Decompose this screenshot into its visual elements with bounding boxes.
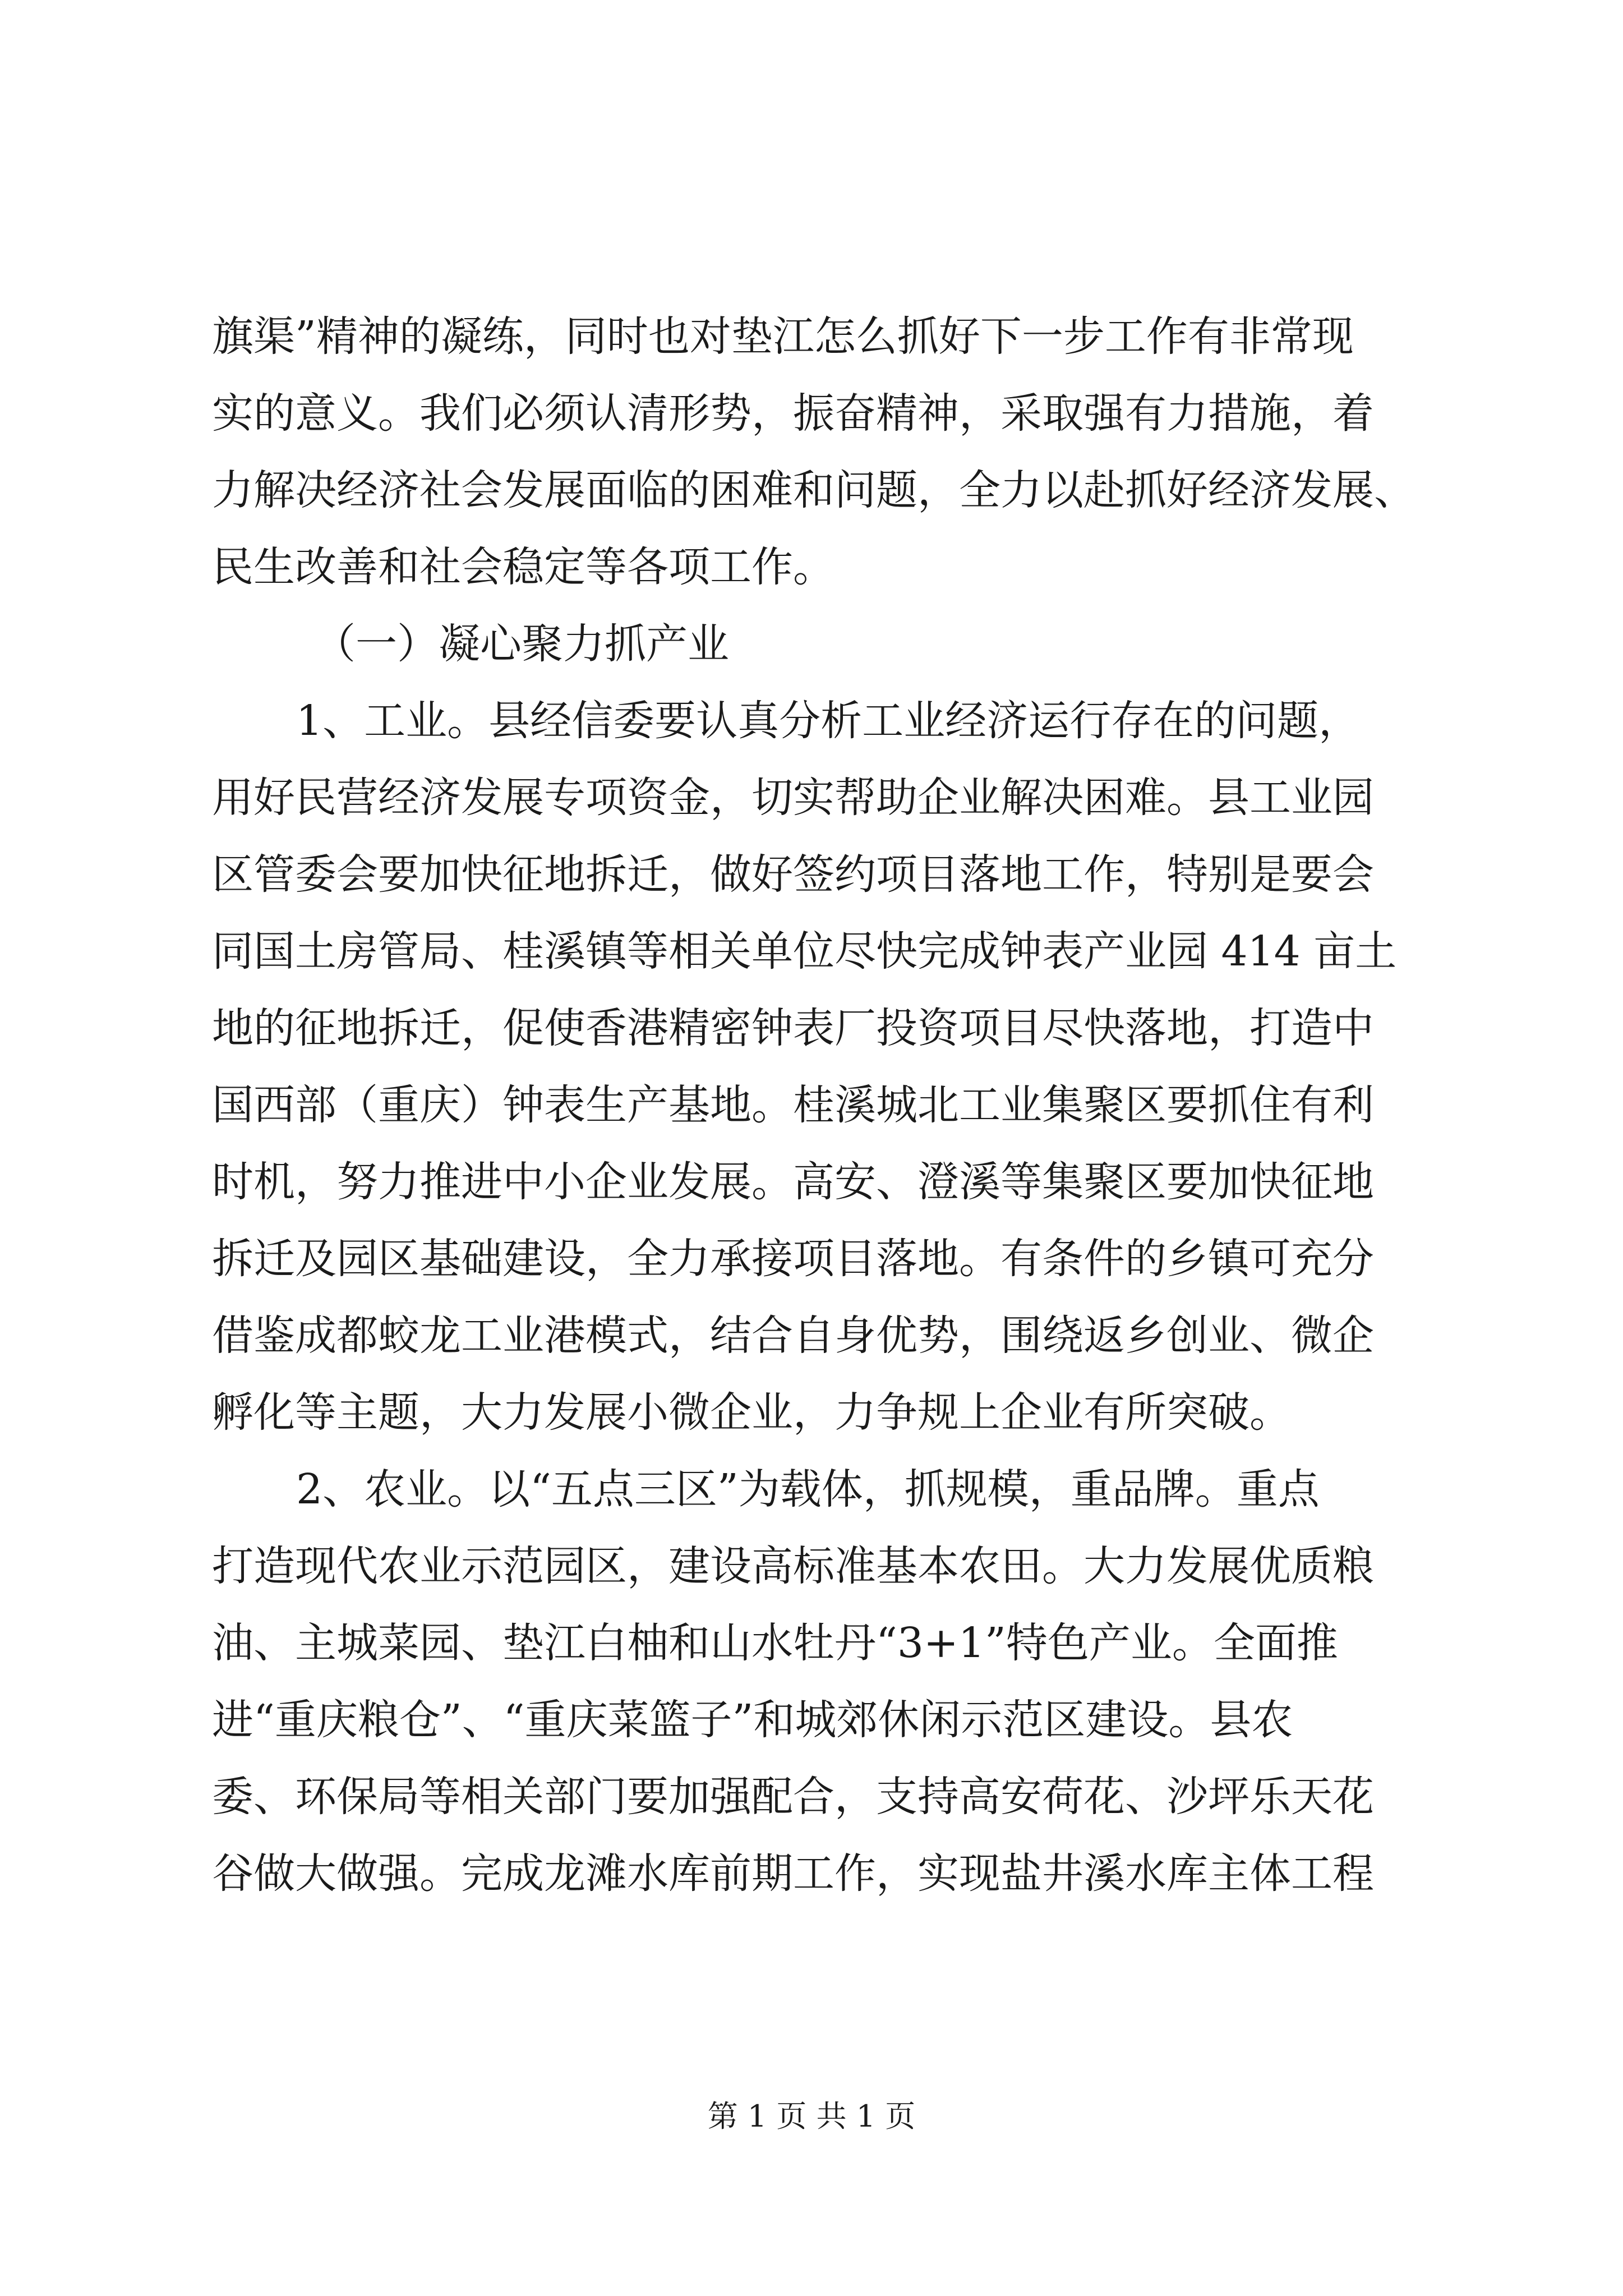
text-line-17: 打造现代农业示范园区，建设高标准基本农田。大力发展优质粮 <box>212 1542 1374 1590</box>
text-line-20: 委、环保局等相关部门要加强配合，支持高安荷花、沙坪乐天花 <box>212 1773 1374 1821</box>
text-line-16: 2、农业。以“五点三区”为载体，抓规模，重品牌。重点 <box>296 1465 1320 1513</box>
text-line-10: 地的征地拆迁，促使香港精密钟表厂投资项目尽快落地，打造中 <box>212 1004 1374 1052</box>
text-line-9: 同国土房管局、桂溪镇等相关单位尽快完成钟表产业园 414 亩土 <box>212 927 1397 976</box>
text-line-15: 孵化等主题，大力发展小微企业，力争规上企业有所突破。 <box>212 1388 1291 1437</box>
section-heading: （一）凝心聚力抓产业 <box>314 620 729 668</box>
text-line-3: 力解决经济社会发展面临的困难和问题，全力以赴抓好经济发展、 <box>212 466 1415 514</box>
text-line-6: 1、工业。县经信委要认真分析工业经济运行存在的问题， <box>296 697 1361 745</box>
text-line-21: 谷做大做强。完成龙滩水库前期工作，实现盐井溪水库主体工程 <box>212 1849 1374 1898</box>
text-line-19: 进“重庆粮仓”、“重庆菜篮子”和城郊休闲示范区建设。县农 <box>212 1696 1293 1744</box>
text-line-12: 时机，努力推进中小企业发展。高安、澄溪等集聚区要加快征地 <box>212 1158 1374 1206</box>
text-line-14: 借鉴成都蛟龙工业港模式，结合自身优势，围绕返乡创业、微企 <box>212 1312 1374 1360</box>
text-line-13: 拆迁及园区基础建设，全力承接项目落地。有条件的乡镇可充分 <box>212 1235 1374 1283</box>
text-line-11: 国西部（重庆）钟表生产基地。桂溪城北工业集聚区要抓住有利 <box>212 1081 1374 1129</box>
text-line-1: 旗渠”精神的凝练，同时也对垫江怎么抓好下一步工作有非常现 <box>212 312 1354 361</box>
text-line-7: 用好民营经济发展专项资金，切实帮助企业解决困难。县工业园 <box>212 774 1374 822</box>
text-line-2: 实的意义。我们必须认清形势，振奋精神，采取强有力措施，着 <box>212 389 1374 438</box>
text-line-18: 油、主城菜园、垫江白柚和山水牡丹“3+1”特色产业。全面推 <box>212 1619 1338 1667</box>
page-footer: 第 1 页 共 1 页 <box>707 2099 916 2134</box>
text-line-8: 区管委会要加快征地拆迁，做好签约项目落地工作，特别是要会 <box>212 850 1374 899</box>
text-line-4: 民生改善和社会稳定等各项工作。 <box>212 543 834 591</box>
